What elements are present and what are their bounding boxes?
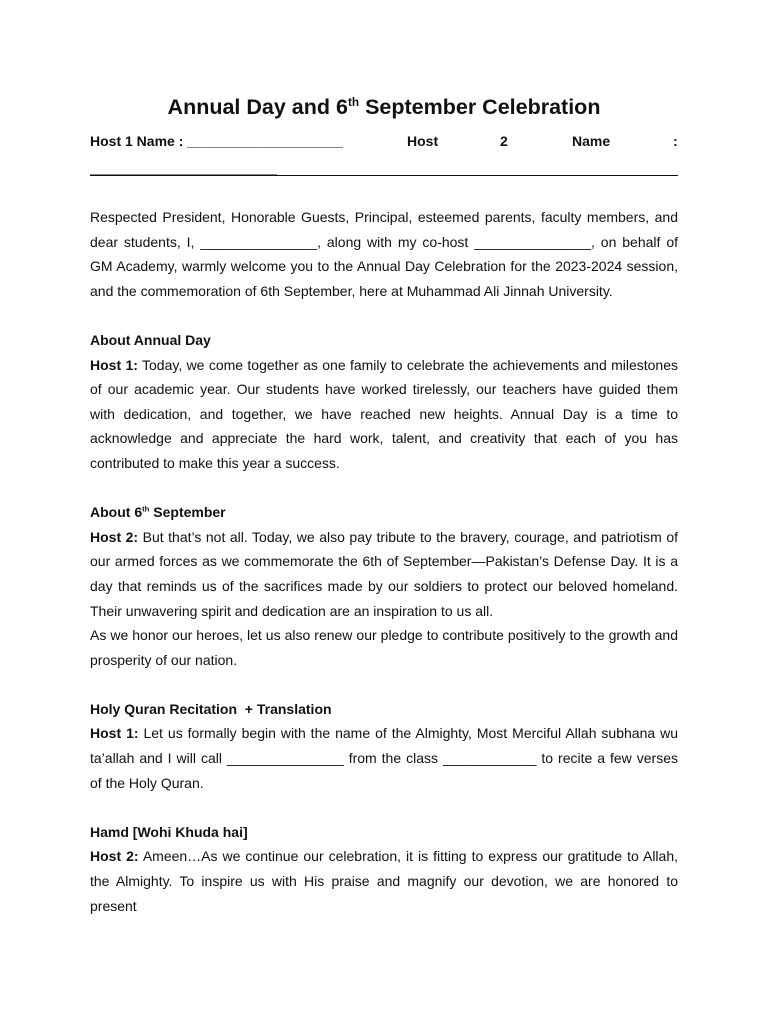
- section-6th-september-paragraph-2: As we honor our heroes, let us also renew our pledge to contribute positively to the growth and prosperity of our nation.: [90, 627, 678, 668]
- paragraph-text: Today, we come together as one family to celebrate the achievements and milestones of our academic year. Our students have worked tirelessly, our teachers have guided them with dedication, and together, we have reached new heights. Annual Day is a time to acknowledge and appreciate the hard work, talent, and creativity that each of you has contributed to make this year a success.: [90, 356, 678, 471]
- speaker-label: Host 1:: [90, 356, 138, 373]
- host2-underline: [90, 175, 678, 176]
- title-prefix: Annual Day and 6: [167, 95, 348, 119]
- section-annual-day-paragraph: [90, 353, 678, 476]
- host2-label-word2: 2: [500, 133, 508, 149]
- section-quran-paragraph: [90, 721, 678, 795]
- intro-paragraph: Respected President, Honorable Guests, Principal, esteemed parents, faculty members, and dear students, I, _______________, along with my co-host _______________, on behalf of GM Academy, warmly welcome you to the Annual Day Celebration for the 2023-2024 session, and the commemoration of 6th September, here at Muhammad Ali Jinnah University.: [90, 209, 678, 299]
- paragraph-text: Let us formally begin with the name of the Almighty, Most Merciful Allah subhana wu ta’allah and I will call _______________ from the class ____________ to recite a few verses of the Holy Quran.: [90, 725, 679, 791]
- title-superscript: th: [347, 94, 360, 109]
- section-6th-september-paragraph: [90, 525, 678, 623]
- paragraph-text: But that’s not all. Today, we also pay tribute to the bravery, courage, and patriotism of our armed forces as we commemorate the 6th of September—Pakistan’s Defense Day. It is a day that reminds us of the sacrifices made by our soldiers to protect our beloved homeland. Their unwavering spirit and dedication are an inspiration to us all.: [90, 528, 679, 619]
- speaker-label: Host 2:: [90, 528, 139, 545]
- host2-label-word1: Host: [407, 133, 439, 149]
- paragraph-text: Ameen…As we continue our celebration, it is fitting to express our gratitude to Allah, the Almighty. To inspire us with His praise and magnify our devotion, we are honored to present: [90, 848, 678, 914]
- host2-colon: :: [673, 133, 678, 149]
- document-body: [90, 205, 678, 918]
- host2-name-blank: ________________________: [90, 160, 277, 176]
- section-hamd-paragraph: [90, 844, 678, 918]
- section-heading-quran-recitation: Holy Quran Recitation + Translation: [90, 700, 332, 717]
- speaker-label: Host 2:: [90, 848, 139, 865]
- title-suffix: September Celebration: [359, 95, 601, 119]
- speaker-label: Host 1:: [90, 725, 139, 742]
- host1-name-field: Host 1 Name : ____________________: [90, 133, 343, 149]
- section-heading-annual-day: About Annual Day: [90, 331, 211, 348]
- host2-label-word3: Name: [572, 133, 611, 149]
- section-heading-hamd: Hamd [Wohi Khuda hai]: [90, 823, 248, 840]
- document-title: [0, 92, 768, 122]
- section-heading-6th-september: About 6th September: [90, 504, 226, 521]
